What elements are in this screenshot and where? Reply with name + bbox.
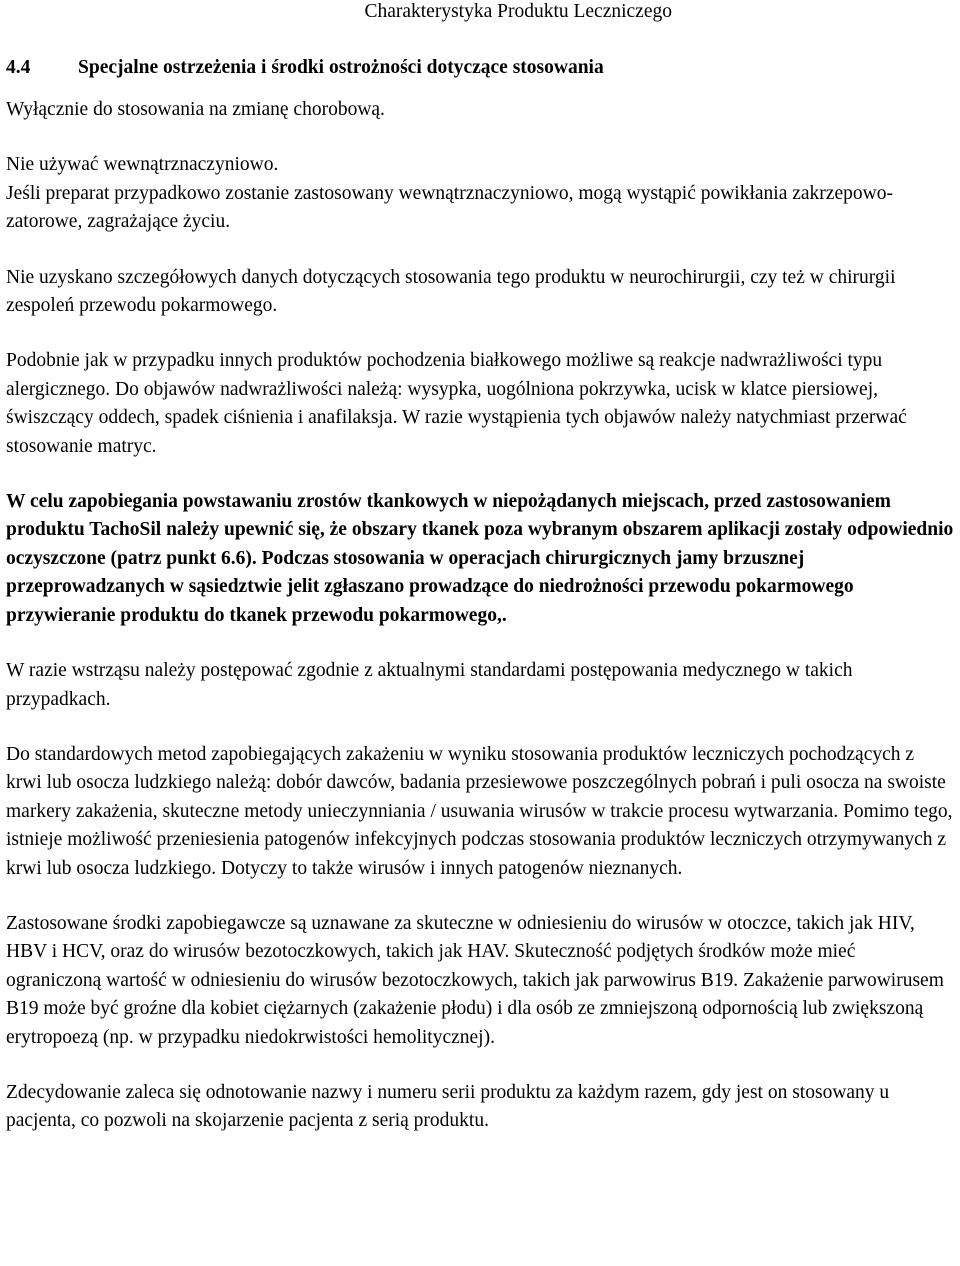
- paragraph-shock: W razie wstrząsu należy postępować zgodnie z aktualnymi standardami postępowania medycznego w takich przypadkach.: [6, 660, 853, 710]
- section-number: 4.4: [6, 57, 31, 78]
- running-header: Charakterystyka Produktu Leczniczego: [364, 1, 672, 22]
- paragraph-local-use: Wyłącznie do stosowania na zmianę chorobową.: [6, 99, 385, 120]
- section-heading: [6, 54, 954, 82]
- paragraph-batch-recording: Zdecydowanie zaleca się odnotowanie nazwy i numeru serii produktu za każdym razem, gdy jest on stosowany u pacjenta, co pozwoli na skojarzenie pacjenta z serią produktu.: [6, 1081, 890, 1132]
- paragraph-no-intravascular: Nie używać wewnątrznaczyniowo.: [6, 154, 279, 176]
- section-title: Specjalne ostrzeżenia i środki ostrożności dotyczące stosowania: [78, 57, 604, 78]
- paragraph-viral-efficacy: Zastosowane środki zapobiegawcze są uznawane za skuteczne w odniesieniu do wirusów w otoczce, takich jak HIV, HBV i HCV, oraz do wirusów bezotoczkowych, takich jak HAV. Skuteczność podjętych środków może mieć ograniczoną wartość w odniesieniu do wirusów bezotoczkowych, takich jak parwowirus B19. Zakażenie parwowirusem B19 może być groźne dla kobiet ciężarnych (zakażenie płodu) i dla osób ze zmniejszoną odpornością lub zwiększoną erytropoezą (np. w przypadku niedokrwistości hemolitycznej).: [6, 912, 944, 1048]
- paragraph-no-data-neurosurgery: Nie uzyskano szczegółowych danych dotyczących stosowania tego produktu w neurochirurgii, czy też w chirurgii zespoleń przewodu pokarmowego.: [6, 266, 896, 317]
- paragraph-adhesions-warning: W celu zapobiegania powstawaniu zrostów tkankowych w niepożądanych miejscach, przed zastosowaniem produktu TachoSil należy upewnić się, że obszary tkanek poza wybranym obszarem aplikacji zostały odpowiednio oczyszczone (patrz punkt 6.6). Podczas stosowania w operacjach chirurgicznych jamy brzusznej przeprowadzanych w sąsiedztwie jelit zgłaszano prowadzące do niedrożności przewodu pokarmowego przywieranie produktu do tkanek przewodu pokarmowego,.: [6, 491, 954, 626]
- paragraph-infection-prevention: Do standardowych metod zapobiegających zakażeniu w wyniku stosowania produktów leczniczych pochodzących z krwi lub osocza ludzkiego należą: dobór dawców, badania przesiewowe poszczególnych pobrań i puli osocza na swoiste markery zakażenia, skuteczne metody unieczynniania / usuwania wirusów w trakcie procesu wytwarzania. Pomimo tego, istnieje możliwość przeniesienia patogenów infekcyjnych podczas stosowania produktów leczniczych otrzymywanych z krwi lub osocza ludzkiego. Dotyczy to także wirusów i innych patogenów nieznanych.: [6, 743, 953, 879]
- paragraph-intravascular-risk: Jeśli preparat przypadkowo zostanie zastosowany wewnątrznaczyniowo, mogą wystąpić powikłania zakrzepowo-zatorowe, zagrażające życiu.: [6, 182, 893, 233]
- paragraph-hypersensitivity: Podobnie jak w przypadku innych produktów pochodzenia białkowego możliwe są reakcje nadwrażliwości typu alergicznego. Do objawów nadwrażliwości należą: wysypka, uogólniona pokrzywka, ucisk w klatce piersiowej, świszczący oddech, spadek ciśnienia i anafilaksja. W razie wystąpienia tych objawów należy natychmiast przerwać stosowanie matryc.: [6, 350, 907, 457]
